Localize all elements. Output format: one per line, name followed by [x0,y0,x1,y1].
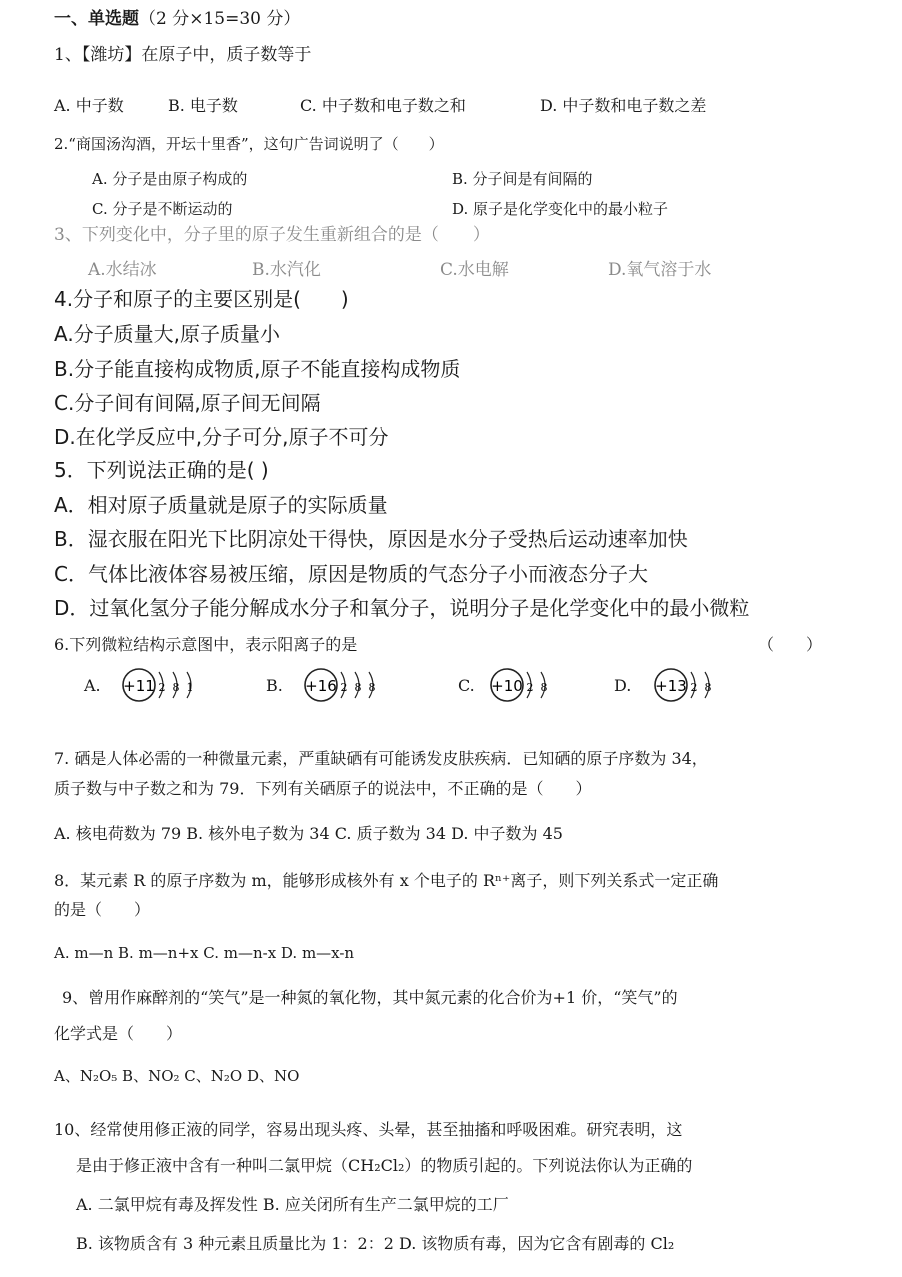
q2-option-c: C. 分子是不断运动的 [92,200,233,218]
neon-atom-diagram [481,664,571,706]
q6a-shell-1: 2 [158,681,166,694]
q1-option-d: D. 中子数和电子数之差 [540,96,707,115]
section-title: 一、单选题 [54,9,139,29]
q3-option-d: D.氧气溶于水 [608,260,712,280]
q6-option-a [84,664,217,706]
q10-stem-line-2: 是由于修正液中含有一种叫二氯甲烷（CH₂Cl₂）的物质引起的。下列说法你认为正确的 [76,1156,693,1175]
q6b-nucleus: +16 [305,677,337,695]
q6-blank: （ ） [758,635,823,654]
q8-options: A. m—n B. m—n+x C. m—n-x D. m—x-n [54,944,355,962]
q3-option-a: A.水结冰 [88,260,157,280]
q6c-shell-2: 8 [540,681,548,694]
q4-option-c: C.分子间有间隔,原子间无间隔 [54,391,321,415]
q2-stem: 2.“商国汤沟酒，开坛十里香”，这句广告词说明了（ ） [54,135,444,153]
q8-stem-line-1: 8．某元素 R 的原子序数为 m，能够形成核外有 x 个电子的 Rⁿ⁺离子，则下列关系式一定正确 [54,871,719,890]
aluminum-ion-diagram [637,664,737,706]
q5-option-b: B．湿衣服在阳光下比阴凉处干得快，原因是水分子受热后运动速率加快 [54,527,688,551]
q10-options-line-2: B. 该物质含有 3 种元素且质量比为 1：2：2 D. 该物质有毒，因为它含有剧毒的 Cl₂ [76,1234,675,1253]
q7-options: A. 核电荷数为 79 B. 核外电子数为 34 C. 质子数为 34 D. 中子数为 45 [54,824,563,843]
q6b-shell-2: 8 [354,681,362,694]
q5-option-d: D．过氧化氢分子能分解成水分子和氧分子，说明分子是化学变化中的最小微粒 [54,596,750,620]
q9-options: A、N₂O₅ B、NO₂ C、N₂O D、NO [54,1067,300,1085]
q6-option-d-label: D. [614,675,632,695]
q4-option-b: B.分子能直接构成物质,原子不能直接构成物质 [54,357,461,381]
q10-options-line-1: A. 二氯甲烷有毒及挥发性 B. 应关闭所有生产二氯甲烷的工厂 [76,1195,509,1214]
q4-option-a: A.分子质量大,原子质量小 [54,322,281,346]
q3-option-b: B.水汽化 [252,260,321,280]
q6d-shell-2: 8 [704,681,712,694]
q6c-nucleus: +10 [490,677,523,695]
q6b-shell-3: 8 [368,681,376,694]
q6b-shell-1: 2 [340,681,348,694]
q5-option-a: A．相对原子质量就是原子的实际质量 [54,493,388,517]
q6a-shell-3: 1 [186,681,194,694]
q6-stem: 6.下列微粒结构示意图中，表示阳离子的是 [54,635,358,654]
q6-option-b-label: B. [266,675,283,695]
q6-option-d [614,664,737,706]
q2-option-b: B. 分子间是有间隔的 [452,170,593,188]
q7-stem-line-2: 质子数与中子数之和为 79．下列有关硒原子的说法中，不正确的是（ ） [54,779,592,798]
q6c-shell-1: 2 [526,681,534,694]
q1-option-c: C. 中子数和电子数之和 [300,96,466,115]
q10-stem-line-1: 10、经常使用修正液的同学，容易出现头疼、头晕，甚至抽搐和呼吸困难。研究表明，这 [54,1120,683,1139]
q6d-shell-1: 2 [690,681,698,694]
q2-option-d: D. 原子是化学变化中的最小粒子 [452,200,669,218]
q1-option-a: A. 中子数 [54,96,124,115]
q9-stem-line-2: 化学式是（ ） [54,1024,183,1043]
q6d-nucleus: +13 [655,677,688,695]
q7-stem-line-1: 7. 硒是人体必需的一种微量元素，严重缺硒有可能诱发皮肤疾病．已知硒的原子序数为 34， [54,749,708,768]
q6-option-c [458,664,571,706]
q6-option-b [266,664,399,706]
sulfur-ion-diagram [289,664,399,706]
q2-option-a: A. 分子是由原子构成的 [92,170,248,188]
sodium-atom-diagram [107,664,217,706]
section-heading [54,10,300,30]
q1-stem: 1、【潍坊】在原子中，质子数等于 [54,45,312,65]
q6-option-c-label: C. [458,675,475,695]
q6-option-a-label: A. [84,675,101,695]
section-points: （2 分×15=30 分） [139,9,301,29]
q3-option-c: C.水电解 [440,260,509,280]
q5-option-c: C．气体比液体容易被压缩，原因是物质的气态分子小而液态分子大 [54,562,648,586]
q8-stem-line-2: 的是（ ） [54,900,151,919]
q4-stem: 4.分子和原子的主要区别是( ) [54,287,349,311]
q9-stem-line-1: 9、曾用作麻醉剂的“笑气”是一种氮的氧化物，其中氮元素的化合价为+1 价，“笑气”的 [62,988,678,1007]
q3-stem: 3、下列变化中，分子里的原子发生重新组合的是（ ） [54,225,490,245]
q1-option-b: B. 电子数 [168,96,238,115]
q4-option-d: D.在化学反应中,分子可分,原子不可分 [54,425,389,449]
q6a-nucleus: +11 [122,677,155,695]
q6a-shell-2: 8 [172,681,180,694]
q5-stem: 5．下列说法正确的是( ) [54,458,269,482]
